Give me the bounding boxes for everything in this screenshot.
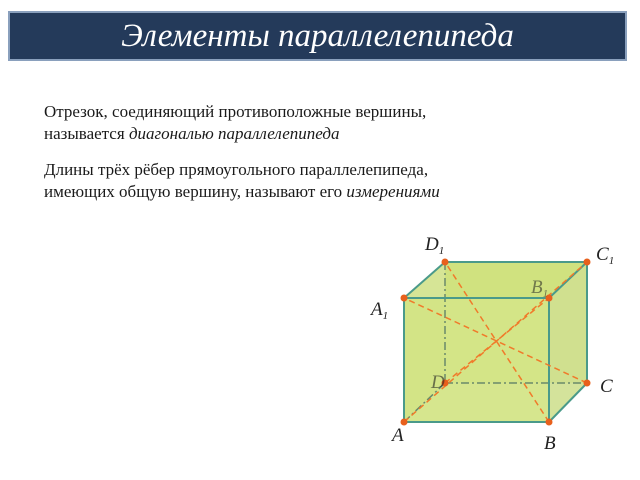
vertex-A1: [401, 295, 408, 302]
label-C1: $C_1$: [596, 244, 615, 267]
term-dimensions: измерениями: [346, 182, 440, 201]
vertex-B: [546, 419, 553, 426]
label-B1: $B_1$: [531, 277, 549, 300]
slide-title: Элементы параллелепипеда: [121, 18, 514, 54]
label-B: B: [544, 433, 556, 454]
label-D1: $D_1$: [425, 234, 445, 257]
vertex-C1: [584, 259, 591, 266]
label-D: D: [431, 372, 445, 393]
definition-diagonal-line1: Отрезок, соединяющий противоположные вершины,: [44, 102, 427, 121]
vertex-D1: [442, 259, 449, 266]
label-A: A: [392, 425, 404, 446]
label-C: C: [600, 376, 613, 397]
label-A1: $A_1$: [371, 299, 389, 322]
definition-dimensions-line1: Длины трёх рёбер прямоугольного параллелепипеда,: [44, 160, 429, 179]
definition-dimensions-text: имеющих общую вершину, называют его: [44, 182, 347, 201]
term-diagonal: диагональю параллелепипеда: [128, 124, 340, 143]
definition-diagonal-text: называется: [44, 124, 129, 143]
vertex-C: [584, 380, 591, 387]
